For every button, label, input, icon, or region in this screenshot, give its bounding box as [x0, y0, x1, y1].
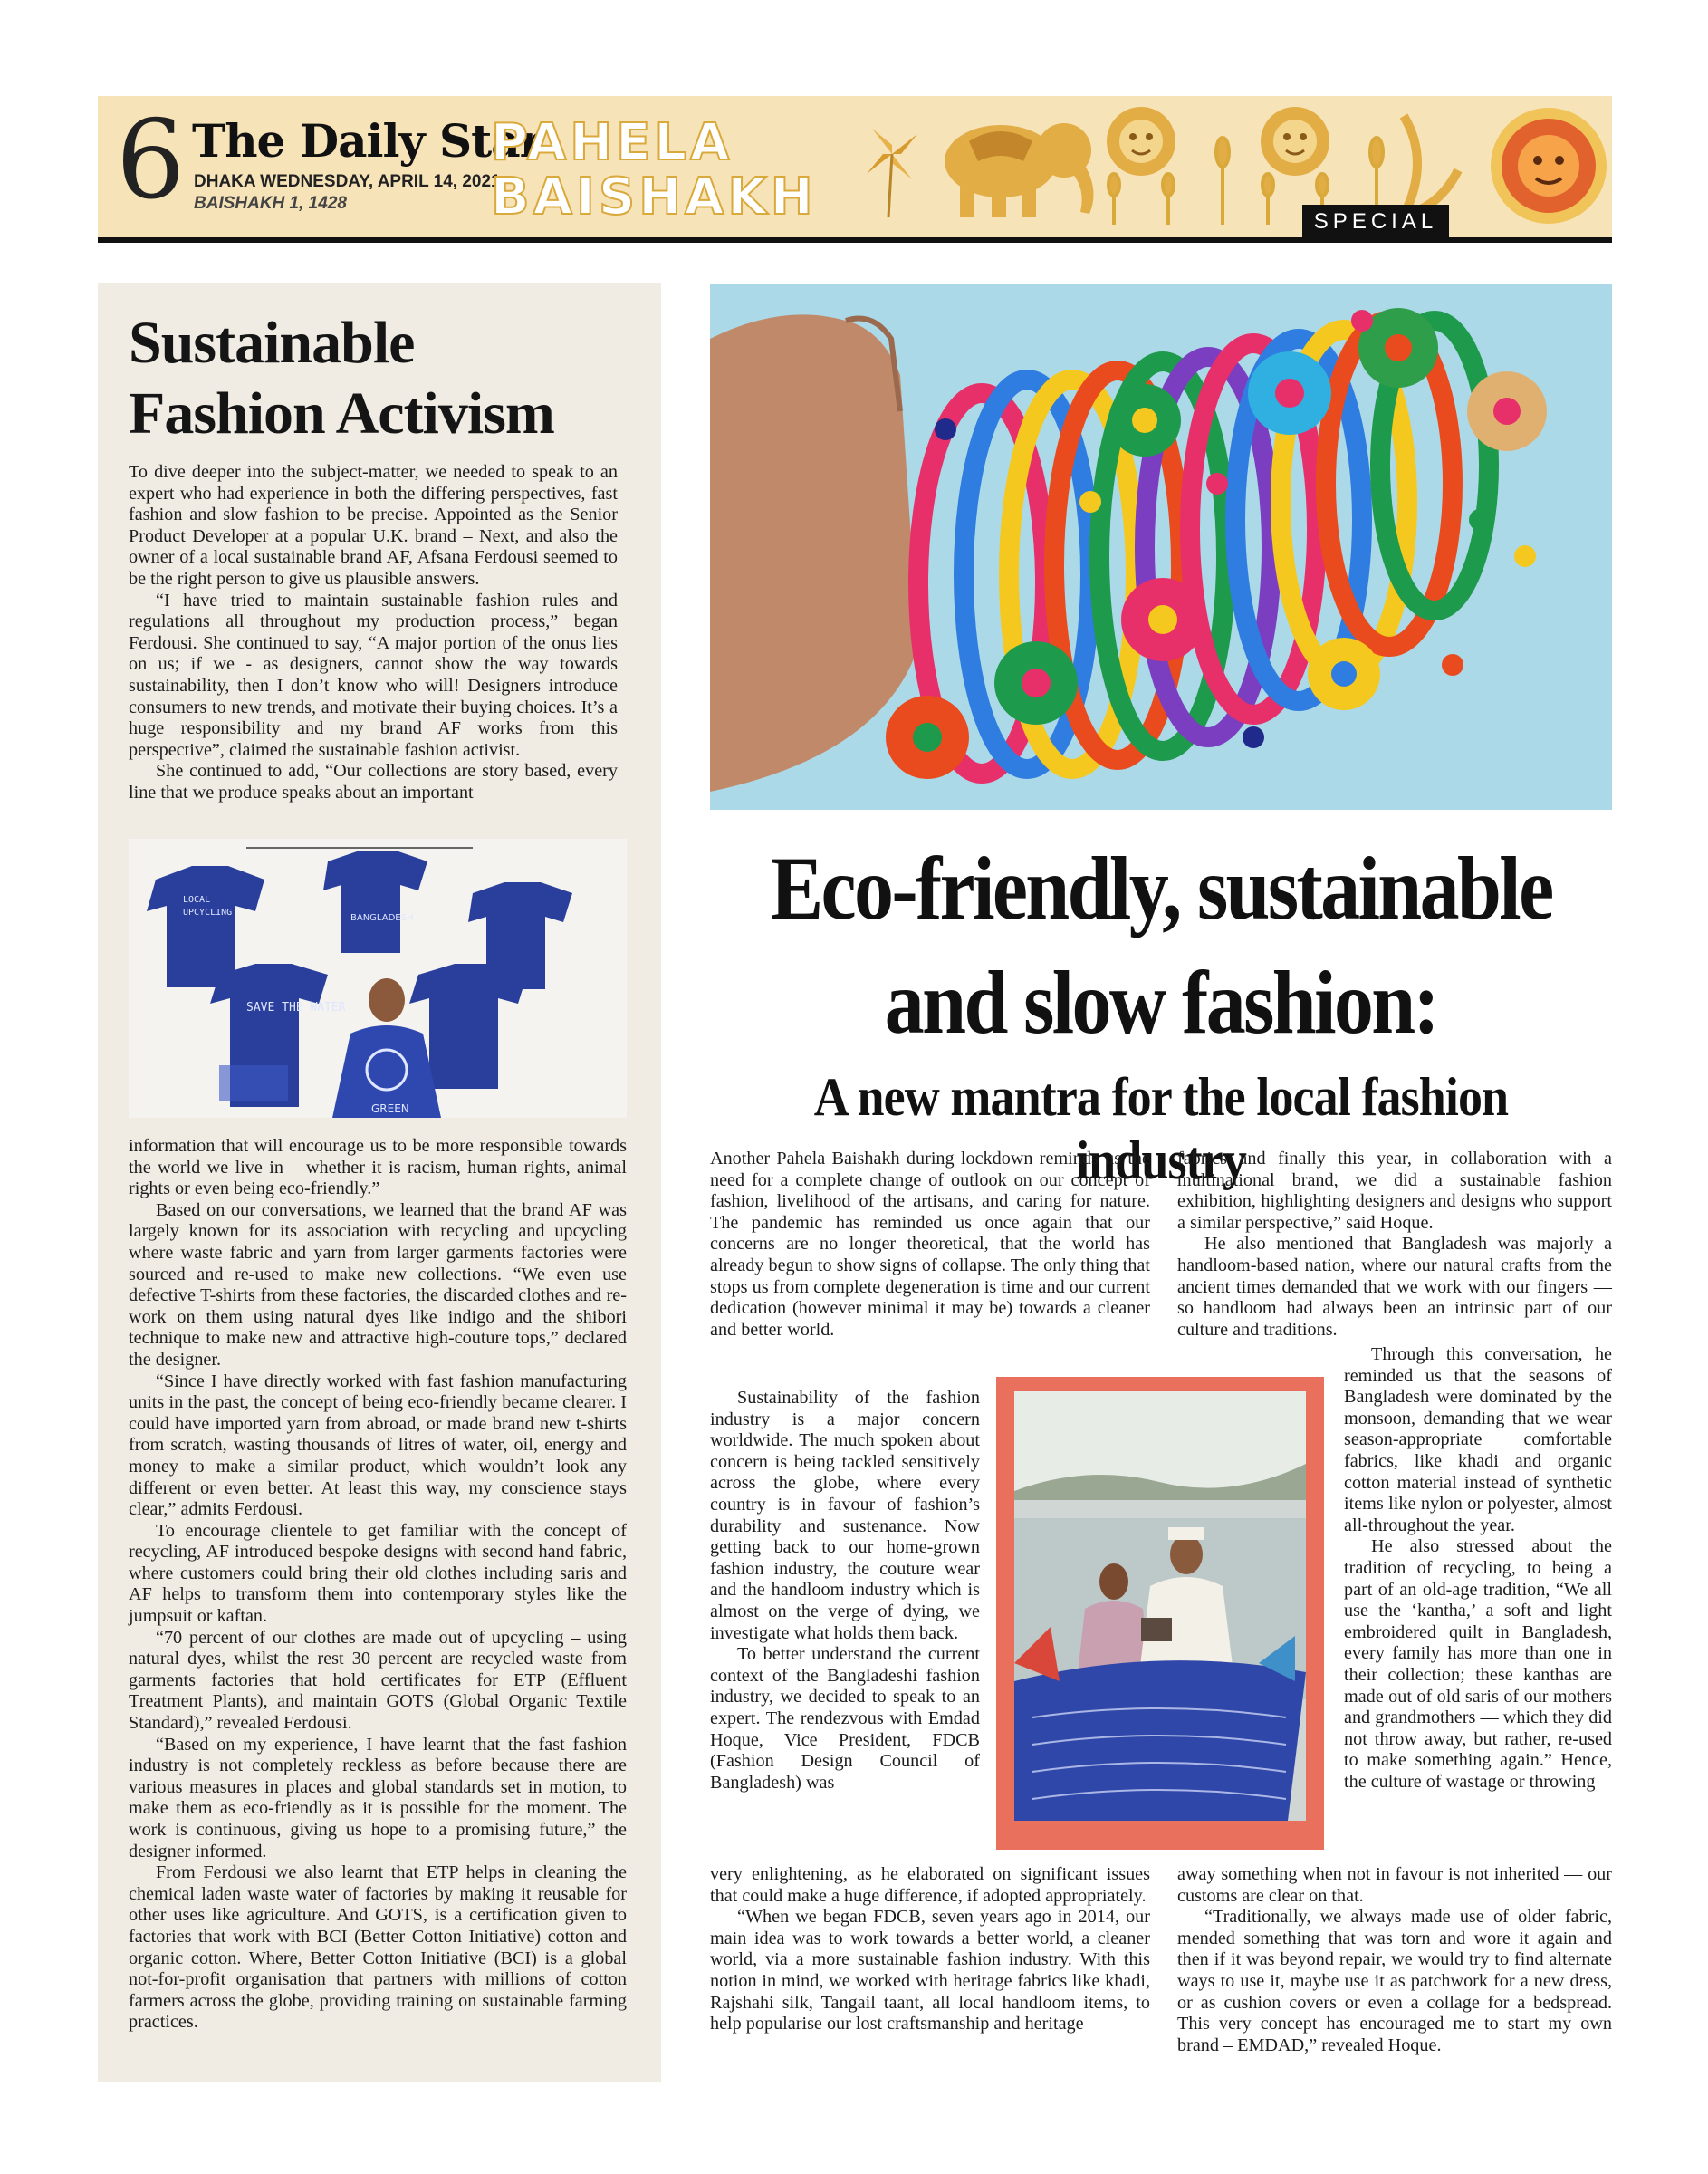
sidebar-text-top — [129, 462, 618, 804]
lion-mask-icon — [1107, 107, 1175, 176]
article-column-1-narrow — [710, 1388, 980, 1794]
article-column-1-top — [710, 1149, 1150, 1341]
boat-couple-photo — [1014, 1391, 1306, 1821]
paragraph: information that will encourage us to be more responsible towards the world we live in – whether it is racism, human rights, animal rights or even being eco-friendly.” — [129, 1136, 627, 1199]
person-head — [369, 978, 405, 1022]
sidebar-headline-line2: Fashion Activism — [129, 380, 554, 447]
header-decoration — [842, 98, 1612, 234]
paragraph: Sustainability of the fashion industry is a major concern worldwide. The much spoken about concern is being tackled sensitively across the globe, where every country is in favour of fashion’s durability and sustenance. Now getting back to our home-grown fashion industry, the couture wear and the handloom industry which is almost on the verge of dying, we investigate what holds them back. — [710, 1388, 980, 1643]
shirt-text: BANGLADESH — [350, 913, 414, 923]
article-column-2-bottom — [1177, 1864, 1612, 2056]
paragraph: “Since I have directly worked with fast fashion manufacturing units in the past, the concept of being eco-friendly became clearer. I could have imported yarn from abroad, or made brand new t-shirts from scratch, wasting thousands of litres of water, oil, energy and money to make a similar product, which wouldn’t look any different or even better. At least this way, my conscience stays clear,” admits Ferdousi. — [129, 1371, 627, 1520]
svg-text:LOCAL: LOCAL — [183, 895, 211, 905]
bangla-date: BAISHAKH 1, 1428 — [194, 194, 347, 213]
paragraph: To dive deeper into the subject-matter, we needed to speak to an expert who had experience in both the differing perspectives, fast fashion and slow fashion to be precise. Appointed as the Senior Product Developer at a popular U.K. brand – Next, and also the owner of a local sustainable brand AF, Afsana Ferdousi seemed to be the right person to give us plausible answers. — [129, 462, 618, 589]
dateline: DHAKA WEDNESDAY, APRIL 14, 2021 — [194, 172, 501, 191]
headline-line1: Eco-friendly, sustainable — [770, 838, 1552, 938]
paragraph: Another Pahela Baishakh during lockdown reminds us the need for a complete change of outlook on our concept of fashion, livelihood of the artisans, and caring for nature. The pandemic has reminded us once again that our concerns are no longer theoretical, that the world has already begun to show signs of collapse. The only thing that stops us from complete degeneration is time and our current dedication (however minimal it may be) towards a cleaner and better world. — [710, 1149, 1150, 1340]
paragraph: away something when not in favour is not inherited — our customs are clear on that. — [1177, 1864, 1612, 1906]
sidebar-headline-line1: Sustainable — [129, 310, 415, 376]
sidebar-text-bottom — [129, 1136, 627, 2034]
person-head — [1099, 1563, 1128, 1600]
paragraph: “I have tried to maintain sustainable fashion rules and regulations all throughout my production process,” began Ferdousi. She continued to say, “A major portion of the onus lies on us; if we - as designers, cannot show the way towards sustainability, then I don’t know who will! Designers introduce consumers to new trends, and motivate their buying choices. It’s a huge responsibility and my brand AF works from this perspective”, claimed the sustainable fashion activist. — [129, 590, 618, 760]
paragraph: She continued to add, “Our collections are story based, every line that we produce speaks about an important — [129, 761, 618, 803]
shirt-text: SAVE THE WATER — [246, 1001, 346, 1015]
shirt-text: GREEN — [371, 1102, 409, 1115]
paragraph: To encourage clientele to get familiar with the concept of recycling, AF introduced bespoke designs with second hand fabric, where customers could bring their old clothes including saris and AF helps to transform them into contemporary styles like the jumpsuit or kaftan. — [129, 1520, 627, 1627]
article-deck: A new mantra for the local fashion industry — [813, 1067, 1509, 1190]
paragraph: fabrics and finally this year, in collaboration with a multinational brand, we did a sustainable fashion exhibition, highlighting designers and designs who support a similar perspective,” said Hoque. — [1177, 1149, 1612, 1233]
section-title-line2: BAISHAKH — [491, 168, 817, 226]
sidebar-headline — [129, 308, 636, 449]
section-title-line1: PAHELA — [491, 113, 734, 172]
bangles-hero-photo — [710, 284, 1612, 810]
special-tag: SPECIAL — [1302, 205, 1449, 239]
section-title — [491, 113, 817, 226]
paragraph: very enlightening, as he elaborated on significant issues that could make a huge difference, if adopted appropriately. — [710, 1864, 1150, 1906]
article-column-2-narrow — [1344, 1344, 1612, 1793]
swirl-decoration — [1404, 116, 1458, 216]
paragraph: “When we began FDCB, seven years ago in 2014, our main idea was to work towards a better world, a cleaner world, via a more sustainable fashion industry. With this notion in mind, we worked with heritage fabrics like khadi, Rajshahi silk, Tangail taant, all local handloom items, to help popularise our lost craftsmanship and heritage — [710, 1907, 1150, 2035]
masthead-logo: The Daily Star — [192, 114, 542, 168]
article-column-1-bottom — [710, 1864, 1150, 2035]
page-number: 6 — [116, 98, 186, 224]
paragraph: “Traditionally, we always made use of older fabric, mended something that was torn and wore it again and then if it was beyond repair, we would try to find alternate ways to use it, maybe use it as patchwork for a new dress, or as cushion covers or even a collage for a bedspread. This very concept has encouraged me to start my own brand – EMDAD,” revealed Hoque. — [1177, 1907, 1612, 2055]
paragraph: “70 percent of our clothes are made out of upcycling – using natural dyes, whilst the rest 30 percent are recycled waste from garments factories that hold certificates for ETP (Effluent Treatment Plants), and maintain GOTS (Global Organic Textile Standard),” revealed Ferdousi. — [129, 1627, 627, 1734]
article-column-2-top — [1177, 1149, 1612, 1341]
paragraph: He also stressed about the tradition of recycling, to being a part of an old-age tradition, “We all use the ‘kantha,’ a soft and light embroidered quilt in Bangladesh, every family has more than one in their collection; these kanthas are made out of old saris of our mothers and grandmothers — which they did not throw away, but rather, re-used to make something again.” Hence, the culture of wastage or throwing — [1344, 1536, 1612, 1792]
tshirts-photo — [129, 839, 627, 1118]
headline-line2: and slow fashion: — [884, 952, 1438, 1053]
svg-text:UPCYCLING: UPCYCLING — [183, 908, 233, 918]
paragraph: “Based on my experience, I have learnt that the fast fashion industry is not completely reckless as before because there are various measures in places and global standards set in motion, to make them as eco-friendly as it is possible for the moment. The work is continuous, giving us hope to a promising future,” the designer informed. — [129, 1734, 627, 1861]
person-head — [1170, 1534, 1203, 1574]
main-headline — [764, 832, 1558, 1060]
elephant-icon — [945, 123, 1094, 217]
paragraph: To better understand the current context of the Bangladeshi fashion industry, we decided to speak to an expert. The rendezvous with Emdad Hoque, Vice President, FDCB (Fashion Design Council of Bangladesh) was — [710, 1644, 980, 1793]
sun-emblem-icon — [1491, 108, 1607, 224]
paragraph: He also mentioned that Bangladesh was majorly a handloom-based nation, where our natural crafts from the ancient times demanded that we work with our fingers — so handloom had always been an intrinsic part of our culture and traditions. — [1177, 1234, 1612, 1340]
pinwheel-icon — [867, 129, 917, 217]
paragraph: From Ferdousi we also learnt that ETP helps in cleaning the chemical laden waste water of factories by making it reusable for other uses like agriculture. And GOTS, is a certification given to factories that work with BCI (Better Cotton Initiative) cotton and organic cotton. Where, Better Cotton Initiative (BCI) is a global not-for-profit organisation that partners with millions of cotton farmers across the globe, providing training on sustainable farming practices. — [129, 1862, 627, 2033]
paragraph: Based on our conversations, we learned that the brand AF was largely known for its association with recycling and upcycling where waste fabric and yarn from larger garments factories were sourced and re-used to make new collections. “We even use defective T-shirts from these factories, the discarded clothes and re-work on them using natural dyes like indigo and the shibori technique to make new and attractive high-couture tops,” declared the designer. — [129, 1199, 627, 1370]
paragraph: Through this conversation, he reminded us that the seasons of Bangladesh were dominated by the monsoon, demanding that we wear season-appropriate comfortable fabrics, like khadi and organic cotton material instead of synthetic items like nylon or polyester, almost all-throughout the year. — [1344, 1344, 1612, 1535]
lion-mask-icon — [1261, 107, 1329, 176]
